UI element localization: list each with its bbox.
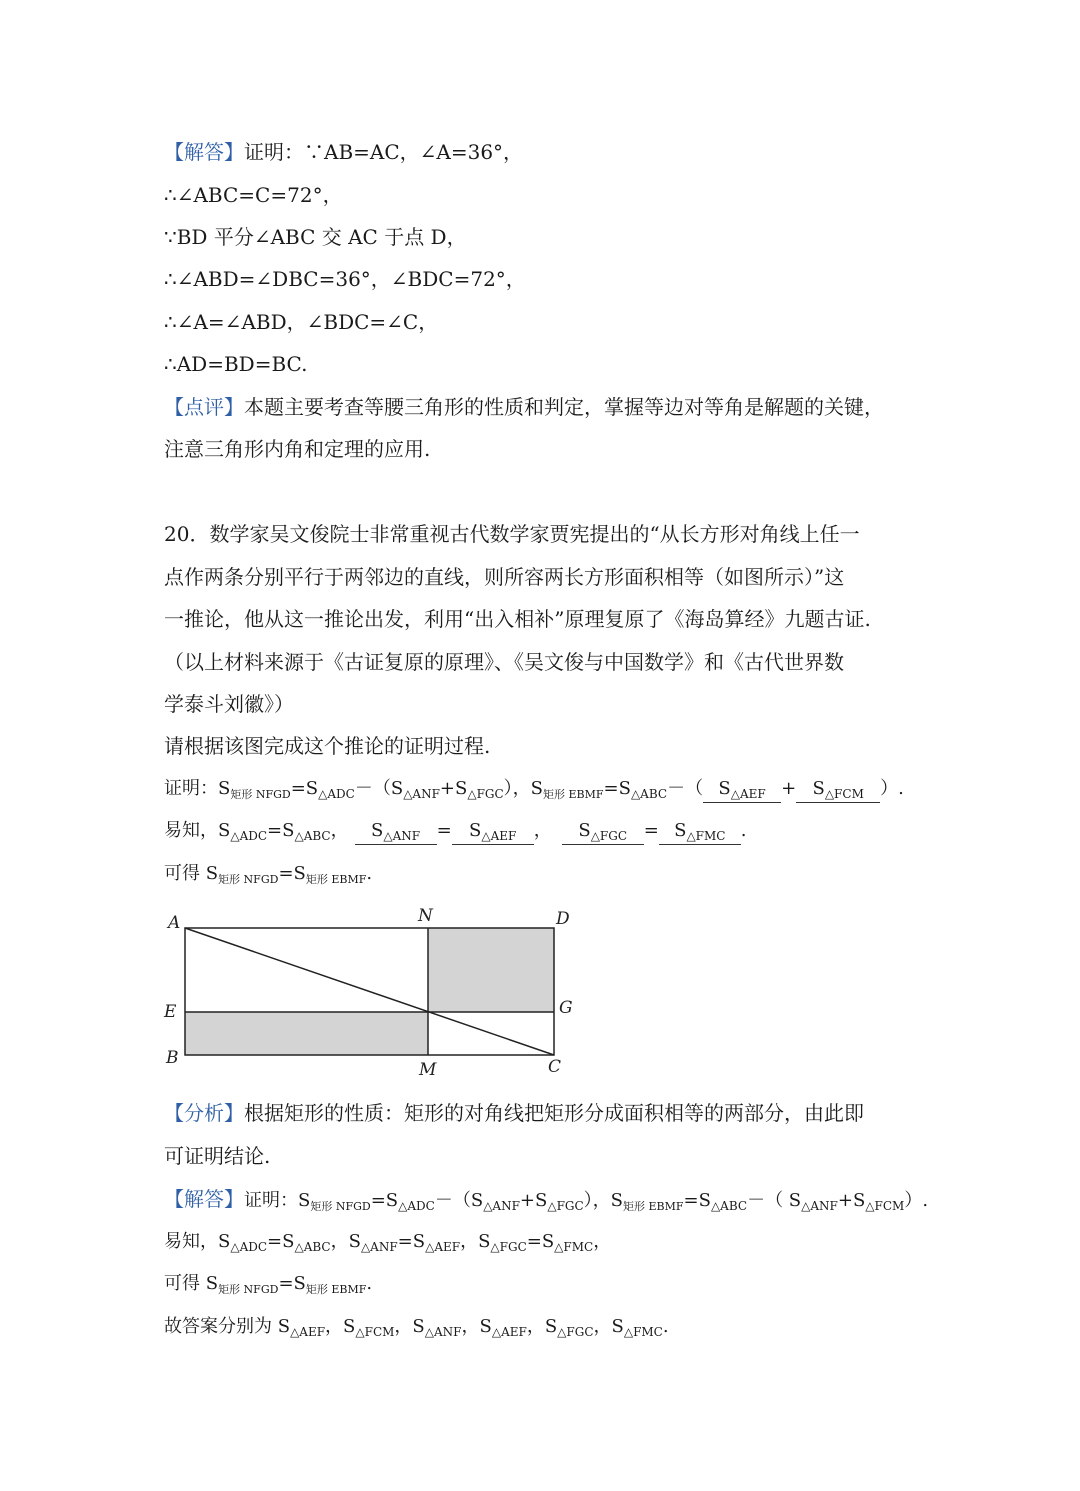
answer-part: 证明：S [244, 1190, 311, 1211]
label-d: D [556, 909, 570, 929]
answer-sub: 矩形 NFGD [218, 1283, 279, 1296]
review-tag: 【点评】 [164, 395, 244, 419]
proof-part: ），S [503, 778, 544, 799]
equals: = [436, 820, 452, 841]
final-sub: △ANF [424, 1325, 462, 1339]
final-part: 故答案分别为 S [164, 1316, 291, 1337]
final-sub: △FGC [557, 1325, 594, 1339]
blank-sub: △AEF [730, 787, 766, 801]
answer-part: ），S [583, 1190, 624, 1211]
answer-part: 可得 S [164, 1273, 219, 1294]
problem-20-line-1: 20．数学家吴文俊院士非常重视古代数学家贾宪提出的“从长方形对角线上任一 [164, 522, 860, 546]
blank-sub: △ANF [383, 829, 421, 843]
rectangle-diagram [160, 900, 580, 1090]
answer-sub: △ABC [710, 1199, 748, 1213]
label-b: B [166, 1048, 179, 1068]
shaded-rect-nfgd [428, 928, 554, 1012]
answer-blank-2[interactable] [796, 777, 880, 803]
answer-sub: △FGC [547, 1199, 584, 1213]
answer-part: =S [683, 1190, 711, 1211]
review-line-2: 注意三角形内角和定理的应用. [164, 437, 431, 461]
answer-sub: △ADC [230, 1240, 268, 1254]
proof-plus: + [781, 778, 797, 799]
solution-text: 证明：∵AB=AC，∠A=36°， [244, 140, 524, 164]
answer-sub: △ABC [294, 1240, 331, 1254]
proof-part: +S [439, 778, 468, 799]
label-m: M [419, 1060, 437, 1080]
proof-end: ）. [880, 778, 904, 799]
analysis-tag: 【分析】 [164, 1101, 244, 1125]
answer-sub: 矩形 NFGD [310, 1200, 371, 1213]
solution-line-5: ∴∠A=∠ABD，∠BDC=∠C， [164, 310, 439, 334]
easy-part: 易知，S [164, 820, 231, 841]
proof-sub: 矩形 EBMF [543, 788, 604, 801]
answer-sub: 矩形 EBMF [305, 1283, 367, 1296]
final-sub: △FCM [355, 1325, 395, 1339]
proof-part: －（ [667, 778, 704, 799]
answer-blank-6[interactable] [659, 819, 741, 845]
easy-part: =S [267, 820, 295, 841]
proof-part: 证明：S [164, 778, 231, 799]
blank-s: S [371, 820, 384, 841]
equals: = [643, 820, 659, 841]
review-text: 本题主要考查等腰三角形的性质和判定，掌握等边对等角是解题的关键， [244, 395, 884, 419]
final-part: ，S [394, 1316, 425, 1337]
answer-sub: 矩形 EBMF [623, 1200, 684, 1213]
answer-sub: △ANF [801, 1199, 838, 1213]
conclusion-sub: 矩形 EBMF [305, 873, 367, 886]
blank-s: S [674, 820, 687, 841]
analysis-text: 根据矩形的性质：矩形的对角线把矩形分成面积相等的两部分，由此即 [244, 1101, 864, 1125]
answer-line-2 [164, 1228, 924, 1257]
answer-line-1 [164, 1185, 929, 1217]
shaded-rect-ebmf [185, 1012, 428, 1055]
answer-blank-1[interactable] [703, 777, 781, 803]
answer-part: ， [593, 1231, 612, 1252]
problem-20-line-4: （以上材料来源于《古证复原的原理》、《吴文俊与中国数学》和《古代世界数 [164, 650, 844, 674]
blank-s: S [578, 820, 591, 841]
answer-sub: △AEF [425, 1240, 461, 1254]
answer-sub: △ANF [483, 1199, 520, 1213]
answer-part: +S [837, 1190, 866, 1211]
proof-sub: △ABC [630, 787, 668, 801]
conclusion-part: . [366, 863, 373, 884]
answer-part: =S [526, 1231, 555, 1252]
blank-sub: △AEF [481, 829, 517, 843]
answer-blank-5[interactable] [562, 819, 644, 845]
comma: ， [533, 820, 552, 841]
conclusion-part: =S [278, 863, 306, 884]
final-part: ，S [325, 1316, 356, 1337]
blank-s: S [718, 778, 731, 799]
blank-s: S [469, 820, 482, 841]
proof-sub: △ANF [403, 787, 440, 801]
answer-sub: △FMC [554, 1240, 594, 1254]
answer-part: . [366, 1273, 373, 1294]
analysis-line-2: 可证明结论. [164, 1144, 271, 1168]
problem-20-line-6: 请根据该图完成这个推论的证明过程. [164, 734, 491, 758]
answer-part: =S [278, 1273, 306, 1294]
answer-sub: △FGC [490, 1240, 527, 1254]
proof-sub: △FGC [467, 787, 504, 801]
solution-line-1 [164, 138, 924, 166]
analysis-line-1 [164, 1099, 924, 1127]
proof-part: =S [603, 778, 631, 799]
final-sub: △FMC [623, 1325, 663, 1339]
final-sub: △AEF [491, 1325, 527, 1339]
period: . [740, 820, 747, 841]
answer-part: =S [267, 1231, 295, 1252]
answer-tag: 【解答】 [164, 1187, 244, 1211]
answer-line-3 [164, 1270, 924, 1300]
proof-sub: 矩形 NFGD [230, 788, 291, 801]
final-part: ，S [461, 1316, 492, 1337]
review-line-1 [164, 393, 924, 421]
answer-part: －（ S [747, 1190, 802, 1211]
conclusion-sub: 矩形 NFGD [218, 873, 279, 886]
answer-blank-4[interactable] [452, 819, 534, 845]
label-n: N [418, 906, 433, 926]
easy-line [164, 817, 924, 846]
solution-line-2: ∴∠ABC=C=72°， [164, 183, 343, 207]
final-sub: △AEF [290, 1325, 326, 1339]
answer-sub: △ANF [360, 1240, 398, 1254]
label-c: C [548, 1057, 562, 1077]
answer-part: ，S [460, 1231, 491, 1252]
label-a: A [168, 913, 181, 933]
proof-part: －（S [354, 778, 404, 799]
blank-s: S [812, 778, 825, 799]
solution-line-6: ∴AD=BD=BC. [164, 352, 308, 376]
conclusion-line [164, 860, 924, 890]
proof-line [164, 775, 924, 805]
answer-part: =S [370, 1190, 399, 1211]
answer-sub: △ADC [398, 1199, 435, 1213]
answer-part: ）. [904, 1190, 929, 1211]
label-e: E [164, 1002, 177, 1022]
problem-20-line-5: 学泰斗刘徽》） [164, 692, 294, 716]
solution-tag: 【解答】 [164, 140, 244, 164]
conclusion-part: 可得 S [164, 863, 219, 884]
answer-part: +S [519, 1190, 548, 1211]
problem-20-line-2: 点作两条分别平行于两邻边的直线，则所容两长方形面积相等（如图所示）”这 [164, 565, 845, 589]
answer-blank-3[interactable] [355, 819, 437, 845]
blank-sub: △FCM [824, 787, 864, 801]
solution-line-3: ∵BD 平分∠ABC 交 AC 于点 D， [164, 225, 467, 249]
blank-sub: △FGC [590, 829, 628, 843]
final-part: ，S [526, 1316, 558, 1337]
label-g: G [559, 998, 573, 1018]
final-answer-line [164, 1313, 924, 1342]
solution-line-4: ∴∠ABD=∠DBC=36°，∠BDC=72°， [164, 267, 526, 291]
easy-sub: △ABC [294, 829, 331, 843]
easy-sub: △ADC [230, 829, 268, 843]
answer-part: =S [397, 1231, 426, 1252]
answer-sub: △FCM [865, 1199, 905, 1213]
final-part: . [662, 1316, 669, 1337]
answer-part: －（S [434, 1190, 484, 1211]
proof-sub: △ADC [318, 787, 355, 801]
proof-part: =S [290, 778, 319, 799]
blank-sub: △FMC [686, 829, 726, 843]
easy-part: ， [330, 820, 349, 841]
answer-part: 易知，S [164, 1231, 231, 1252]
final-part: ，S [593, 1316, 624, 1337]
answer-part: ，S [330, 1231, 361, 1252]
problem-20-line-3: 一推论，他从这一推论出发，利用“出入相补”原理复原了《海岛算经》九题古证. [164, 607, 871, 631]
